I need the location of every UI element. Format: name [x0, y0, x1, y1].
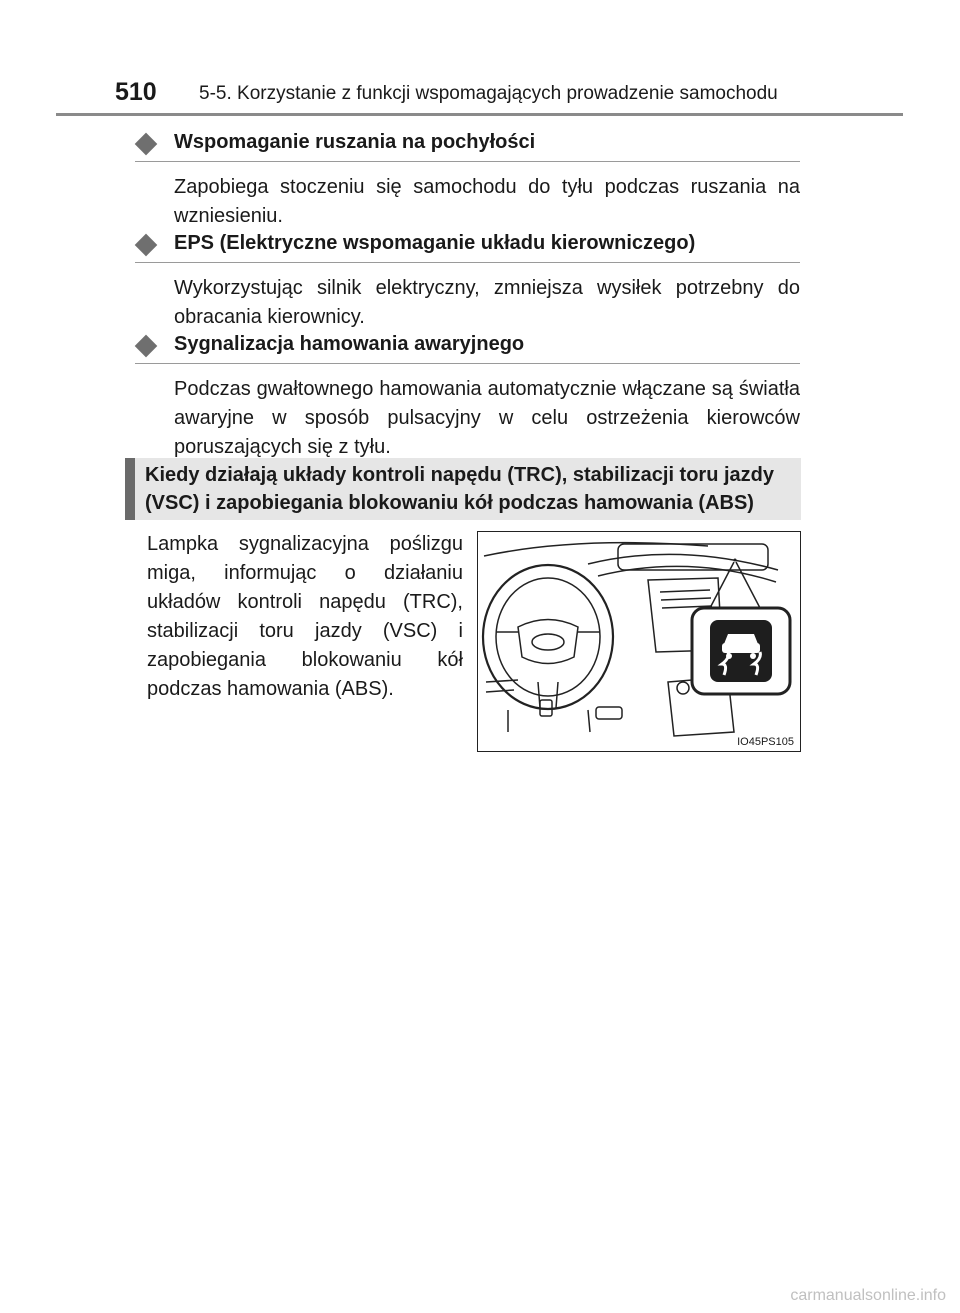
slip-indicator-description: Lampka sygnalizacyjna poślizgu miga, informując o działaniu układów kontroli napędu (TRC), stabilizacji toru jazdy (VSC) i zapobiegania blokowaniu kół podczas hamowania (ABS). — [147, 533, 463, 700]
section-eps — [135, 232, 800, 332]
dashboard-illustration — [477, 531, 801, 752]
illustration-code: IO45PS105 — [737, 736, 794, 748]
note-box — [125, 458, 801, 520]
section-heading — [135, 232, 800, 263]
section-body: Wykorzystując silnik elektryczny, zmniejsza wysiłek potrzebny do obracania kierownicy. — [174, 277, 800, 328]
section-body: Zapobiega stoczeniu się samochodu do tyłu podczas ruszania na wzniesieniu. — [174, 176, 800, 227]
watermark: carmanualsonline.info — [790, 1287, 946, 1304]
section-heading — [135, 333, 800, 364]
chapter-title: 5-5. Korzystanie z funkcji wspomagających prowadzenie samochodu — [199, 83, 778, 104]
section-title: Wspomaganie ruszania na pochyłości — [174, 131, 536, 153]
section-emergency-brake-signal — [135, 333, 800, 462]
header-divider — [56, 113, 903, 116]
section-body: Podczas gwałtownego hamowania automatycznie włączane są światła awaryjne w sposób pulsacyjny w celu ostrzeżenia kierowców poruszających się z tyłu. — [174, 378, 800, 458]
section-heading — [135, 131, 800, 162]
diamond-bullet-icon — [135, 335, 158, 358]
dashboard-drawing — [478, 532, 800, 751]
section-hill-start-assist — [135, 131, 800, 231]
page-number: 510 — [115, 78, 157, 106]
section-title: Sygnalizacja hamowania awaryjnego — [174, 333, 525, 355]
note-box-bar — [125, 458, 135, 520]
note-box-title: Kiedy działają układy kontroli napędu (TRC), stabilizacji toru jazdy (VSC) i zapobiegania blokowaniu kół podczas hamowania (ABS) — [145, 464, 775, 514]
diamond-bullet-icon — [135, 234, 158, 257]
page-header — [115, 78, 905, 112]
diamond-bullet-icon — [135, 133, 158, 156]
section-title: EPS (Elektryczne wspomaganie układu kierowniczego) — [174, 232, 696, 254]
